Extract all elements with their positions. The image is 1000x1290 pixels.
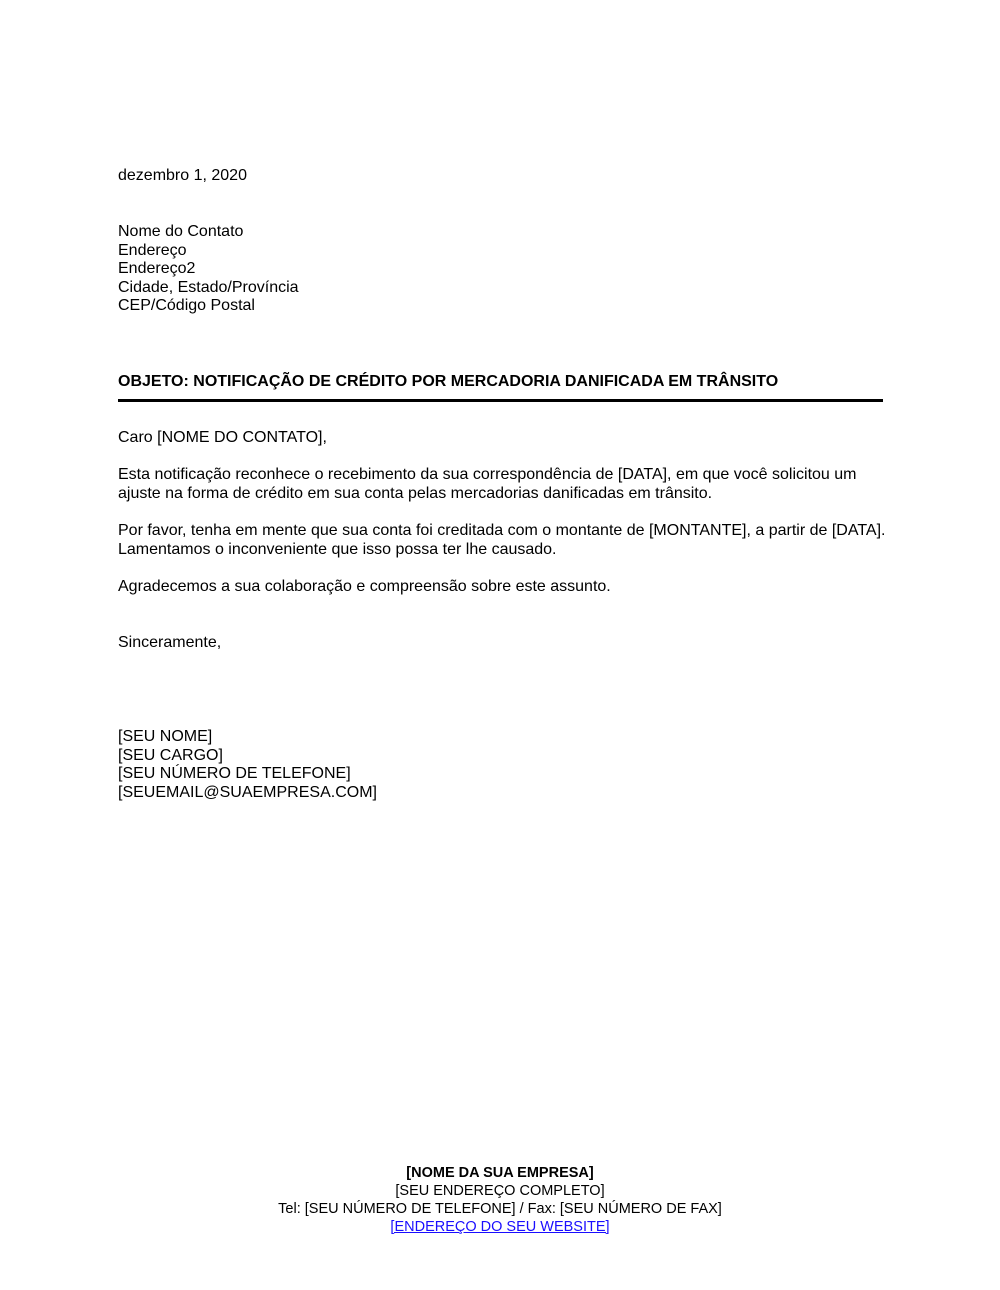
signature-block — [118, 728, 377, 802]
recipient-postal-code: CEP/Código Postal — [118, 297, 255, 315]
letter-subject: OBJETO: NOTIFICAÇÃO DE CRÉDITO POR MERCADORIA DANIFICADA EM TRÂNSITO — [118, 373, 779, 390]
salutation: Caro [NOME DO CONTATO], — [118, 429, 327, 446]
body-paragraph-1: Esta notificação reconhece o recebimento da sua correspondência de [DATA], em que você solicitou um ajuste na forma de crédito em sua conta pelas mercadorias danificadas em trânsito. — [118, 466, 857, 502]
body-paragraph-2: Por favor, tenha em mente que sua conta foi creditada com o montante de [MONTANTE], a partir de [DATA]. Lamentamos o inconveniente que isso possa ter lhe causado. — [118, 522, 886, 558]
signature-name: [SEU NOME] — [118, 728, 213, 745]
recipient-address-line1: Endereço — [118, 241, 187, 259]
recipient-address — [118, 223, 299, 316]
letter-date: dezembro 1, 2020 — [118, 167, 247, 184]
closing: Sinceramente, — [118, 634, 222, 651]
footer-address: [SEU ENDEREÇO COMPLETO] — [395, 1183, 605, 1199]
footer-contact: Tel: [SEU NÚMERO DE TELEFONE] / Fax: [SEU NÚMERO DE FAX] — [278, 1201, 722, 1217]
signature-email: [SEUEMAIL@SUAEMPRESA.COM] — [118, 783, 377, 801]
signature-phone: [SEU NÚMERO DE TELEFONE] — [118, 765, 351, 783]
recipient-city-state: Cidade, Estado/Província — [118, 278, 299, 296]
recipient-name: Nome do Contato — [118, 223, 244, 240]
company-footer — [0, 1164, 1000, 1236]
subject-divider — [118, 399, 883, 402]
footer-company-name: [NOME DA SUA EMPRESA] — [406, 1165, 594, 1181]
signature-title: [SEU CARGO] — [118, 746, 223, 764]
recipient-address-line2: Endereço2 — [118, 260, 196, 278]
footer-website-link[interactable]: [ENDEREÇO DO SEU WEBSITE] — [390, 1219, 610, 1235]
body-paragraph-3: Agradecemos a sua colaboração e compreensão sobre este assunto. — [118, 578, 611, 595]
